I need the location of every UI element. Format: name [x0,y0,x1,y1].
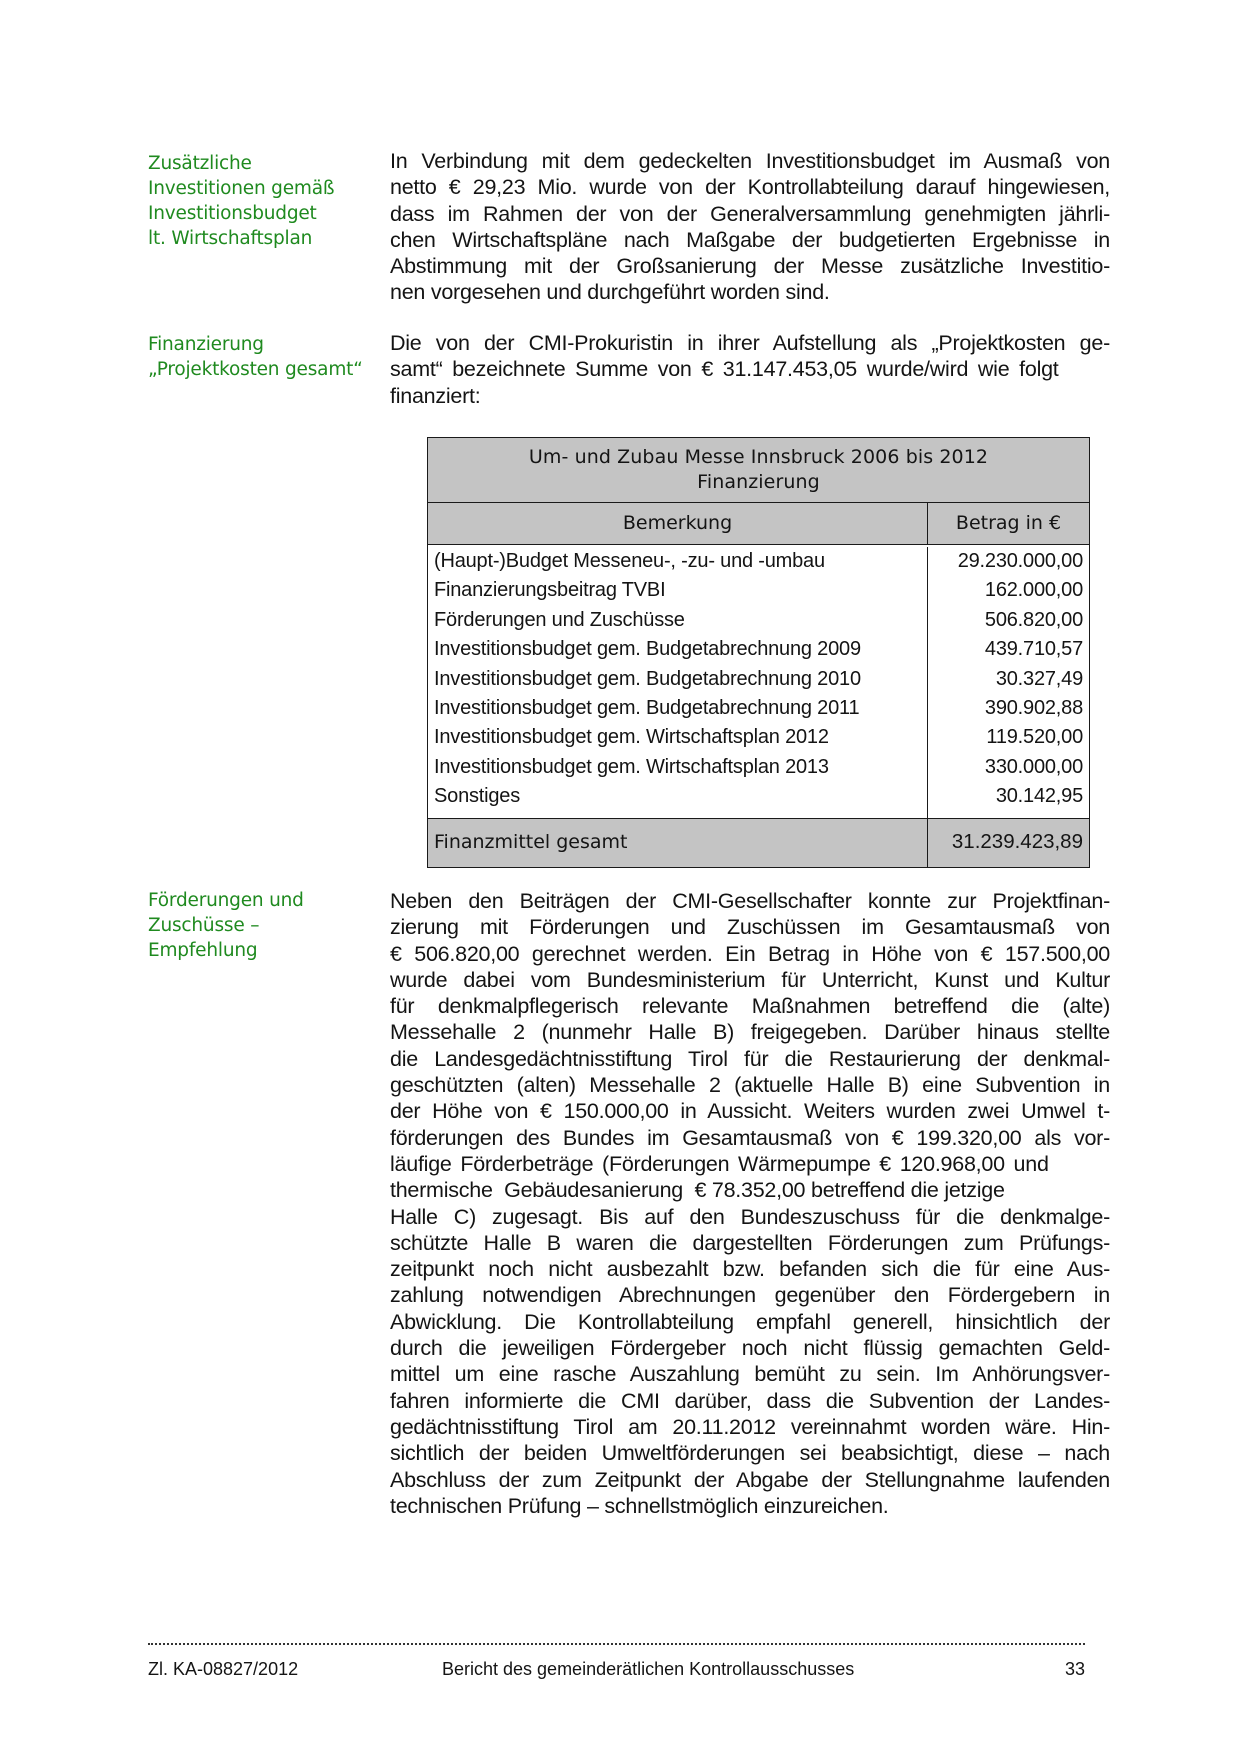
row-amount: 30.327,49 [995,667,1083,690]
table-header-row [428,503,1089,545]
paragraph-line: thermische Gebäudesanierung € 78.352,00 betreffend die jetzige [390,1178,1005,1203]
margin-heading-line: Investitionen gemäß [148,178,335,199]
paragraph-line: der Höhe von € 150.000,00 in Aussicht. Weiters wurden zwei Umwel t- [390,1099,1110,1124]
margin-heading-line: Zuschüsse – [148,915,260,936]
paragraph-line: gedächtnisstiftung Tirol am 20.11.2012 vereinnahmt worden wäre. Hin- [390,1414,1110,1439]
paragraph-line: zahlung notwendigen Abrechnungen gegenüber den Fördergebern in [390,1283,1110,1308]
row-label: Investitionsbudget gem. Budgetabrechnung 2010 [428,665,928,694]
margin-heading-line: Empfehlung [148,940,258,961]
margin-heading [148,151,378,251]
report-title: Bericht des gemeinderätlichen Kontrollausschusses [442,1659,855,1679]
row-amount: 162.000,00 [984,579,1083,602]
paragraph-line: € 506.820,00 gerechnet werden. Ein Betrag in Höhe von € 157.500,00 [390,941,1110,966]
page-number: 33 [1064,1659,1085,1679]
paragraph-line: technischen Prüfung – schnellstmöglich einzureichen. [390,1493,889,1518]
paragraph-line: förderungen des Bundes im Gesamtausmaß von € 199.320,00 als vor- [390,1125,1110,1150]
footer-divider [148,1643,1085,1645]
row-label: Investitionsbudget gem. Wirtschaftsplan 2012 [428,723,928,752]
table-title [428,438,1089,503]
row-amount: 119.520,00 [986,726,1083,749]
paragraph-line: sichtlich der beiden Umweltförderungen sei beabsichtigt, diese – nach [390,1441,1110,1466]
table-title-line: Um- und Zubau Messe Innsbruck 2006 bis 2012 [528,446,989,468]
row-label: Sonstiges [428,782,928,818]
paragraph-line: mittel um eine rasche Auszahlung bemüht zu sein. Im Anhörungsver- [390,1362,1110,1387]
row-amount: 29.230.000,00 [957,550,1083,572]
row-label: Investitionsbudget gem. Budgetabrechnung 2009 [428,635,928,664]
margin-heading-line: Finanzierung [148,334,264,355]
paragraph-line: Abwicklung. Die Kontrollabteilung empfahl generell, hinsichtlich der [390,1309,1110,1334]
financing-table [427,437,1090,868]
table-row [428,545,1089,576]
column-header-remark: Bemerkung [428,503,928,544]
paragraph-line: Neben den Beiträgen der CMI-Gesellschafter konnte zur Projektfinan- [390,889,1110,913]
paragraph-line: Halle C) zugesagt. Bis auf den Bundeszuschuss für die denkmalge- [390,1204,1110,1229]
body-paragraph [390,330,1110,409]
row-amount: 330.000,00 [984,755,1083,778]
document-reference: Zl. KA-08827/2012 [148,1659,299,1679]
margin-heading-line: „Projektkosten gesamt“ [148,359,363,380]
paragraph-line: zeitpunkt noch nicht ausbezahlt bzw. befanden sich die für eine Aus- [390,1257,1110,1282]
paragraph-line: nen vorgesehen und durchgeführt worden sind. [390,280,830,305]
paragraph-line: die Landesgedächtnisstiftung Tirol für die Restaurierung der denkmal- [390,1046,1110,1071]
paragraph-line: durch die jeweiligen Fördergeber noch nicht flüssig gemachten Geld- [390,1336,1110,1361]
table-row [428,665,1089,694]
row-label: Finanzierungsbeitrag TVBI [428,576,928,605]
total-label: Finanzmittel gesamt [428,819,928,867]
paragraph-line: wurde dabei vom Bundesministerium für Unterricht, Kunst und Kultur [390,967,1110,992]
row-amount: 30.142,95 [995,785,1083,808]
paragraph-line: netto € 29,23 Mio. wurde von der Kontrollabteilung darauf hingewiesen, [390,175,1110,200]
margin-heading-line: Förderungen und [148,890,304,911]
paragraph-line: dass im Rahmen der von der Generalversammlung genehmigten jährli- [390,201,1110,226]
paragraph-line: Abstimmung mit der Großsanierung der Messe zusätzliche Investitio- [390,254,1110,279]
page-footer [148,1656,1085,1682]
paragraph-line: geschützten (alten) Messehalle 2 (aktuelle Halle B) eine Subvention in [390,1073,1110,1098]
paragraph-line: In Verbindung mit dem gedeckelten Investitionsbudget im Ausmaß von [390,149,1110,173]
paragraph-line: Messehalle 2 (nunmehr Halle B) freigegeben. Darüber hinaus stellte [390,1020,1110,1045]
table-row [428,576,1089,605]
table-row [428,694,1089,723]
paragraph-line: samt“ bezeichnete Summe von € 31.147.453,05 wurde/wird wie folgt [390,357,1059,382]
paragraph-line: schützte Halle B waren die dargestellten Förderungen zum Prüfungs- [390,1230,1110,1255]
margin-heading-line: Investitionsbudget [148,203,317,224]
row-amount: 439.710,57 [984,638,1083,661]
row-label: (Haupt-)Budget Messeneu-, -zu- und -umbau [428,547,928,576]
margin-heading [148,888,378,963]
paragraph-line: für denkmalpflegerisch relevante Maßnahmen betreffend die (alte) [390,994,1110,1019]
paragraph-line: läufige Förderbeträge (Förderungen Wärmepumpe € 120.968,00 und [390,1151,1049,1176]
table-row [428,723,1089,752]
table-row [428,635,1089,664]
paragraph-line: Abschluss der zum Zeitpunkt der Abgabe der Stellungnahme laufenden [390,1467,1110,1492]
paragraph-line: finanziert: [390,383,481,408]
margin-heading [148,332,378,382]
row-amount: 390.902,88 [984,696,1083,719]
row-label: Investitionsbudget gem. Budgetabrechnung 2011 [428,694,928,723]
table-body [428,545,1089,818]
column-header-amount: Betrag in € [955,512,1062,534]
table-row [428,606,1089,635]
table-total-row [428,818,1089,867]
row-amount: 506.820,00 [984,608,1083,631]
margin-heading-line: Zusätzliche [148,153,252,174]
paragraph-line: Die von der CMI-Prokuristin in ihrer Aufstellung als „Projektkosten ge- [390,331,1110,355]
table-row [428,782,1089,818]
paragraph-line: chen Wirtschaftspläne nach Maßgabe der budgetierten Ergebnisse in [390,227,1110,252]
paragraph-line: zierung mit Förderungen und Zuschüssen im Gesamtausmaß von [390,915,1110,940]
table-title-line: Finanzierung [697,471,820,493]
row-label: Investitionsbudget gem. Wirtschaftsplan 2013 [428,753,928,782]
total-amount: 31.239.423,89 [951,830,1083,854]
margin-heading-line: lt. Wirtschaftsplan [148,228,313,249]
row-label: Förderungen und Zuschüsse [428,606,928,635]
body-paragraph [390,888,1110,1519]
body-paragraph [390,148,1110,306]
paragraph-line: fahren informierte die CMI darüber, dass die Subvention der Landes- [390,1388,1110,1413]
table-row [428,753,1089,782]
